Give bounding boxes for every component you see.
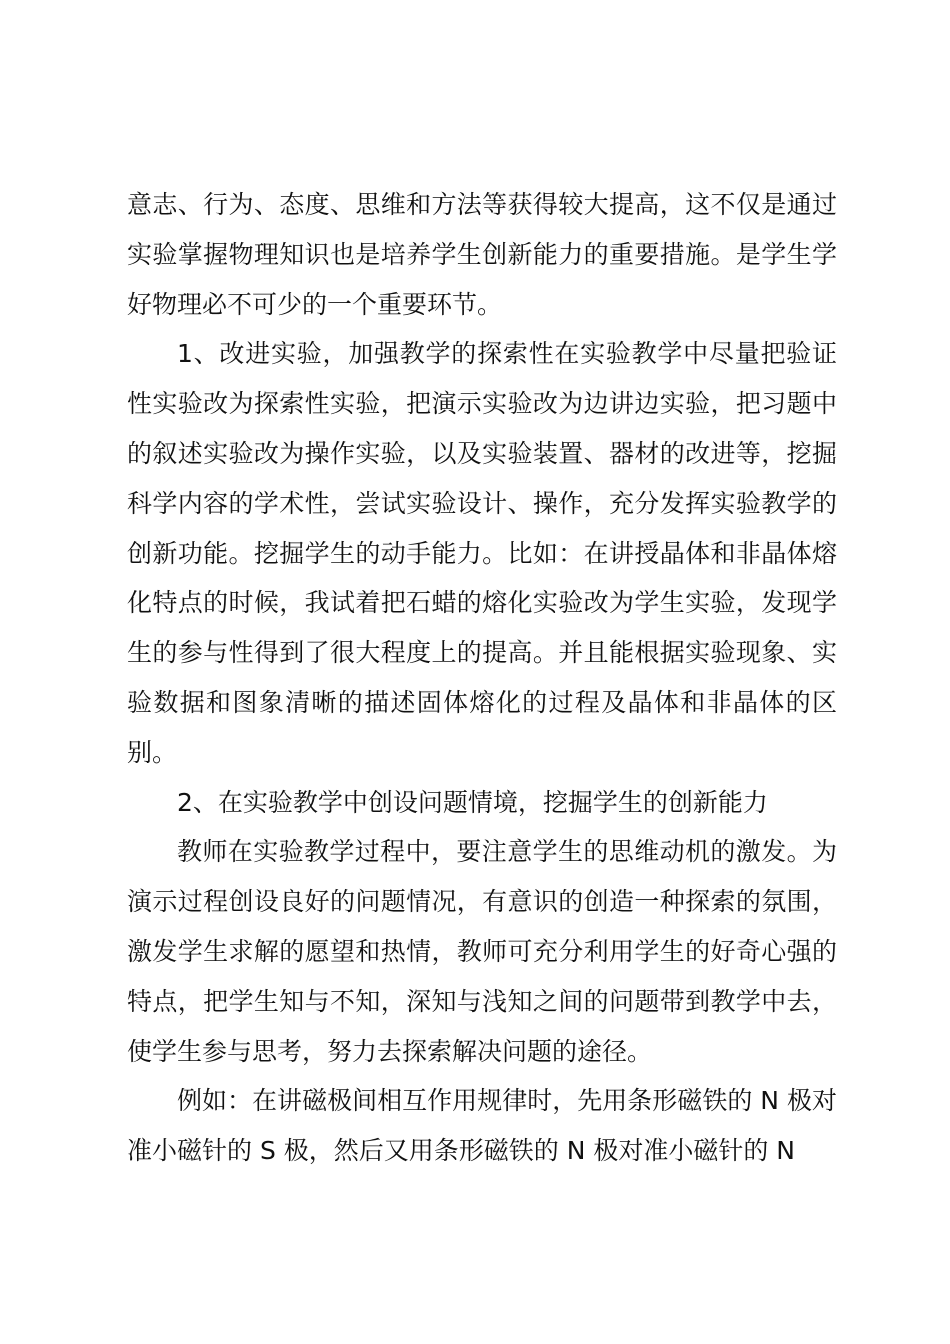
document-body <box>127 180 837 1176</box>
paragraph-improve-experiments: 1、改进实验，加强教学的探索性在实验教学中尽量把验证性实验改为探索性实验，把演示实验改为边讲边实验，把习题中的叙述实验改为操作实验，以及实验装置、器材的改进等，挖掘科学内容的学术性，尝试实验设计、操作，充分发挥实验教学的创新功能。挖掘学生的动手能力。比如：在讲授晶体和非晶体熔化特点的时候，我试着把石蜡的熔化实验改为学生实验，发现学生的参与性得到了很大程度上的提高。并且能根据实验现象、实验数据和图象清晰的描述固体熔化的过程及晶体和非晶体的区别。 <box>127 339 837 767</box>
paragraph-magnet-example: 例如：在讲磁极间相互作用规律时，先用条形磁铁的 N 极对准小磁针的 S 极，然后又用条形磁铁的 N 极对准小磁针的 N <box>127 1086 837 1166</box>
paragraph-heading-problem-situations: 2、在实验教学中创设问题情境，挖掘学生的创新能力 <box>177 787 768 817</box>
paragraph-continuation: 意志、行为、态度、思维和方法等获得较大提高，这不仅是通过实验掌握物理知识也是培养学生创新能力的重要措施。是学生学好物理必不可少的一个重要环节。 <box>127 190 837 319</box>
paragraph-teacher-motivation: 教师在实验教学过程中，要注意学生的思维动机的激发。为演示过程创设良好的问题情况，有意识的创造一种探索的氛围，激发学生求解的愿望和热情，教师可充分利用学生的好奇心强的特点，把学生知与不知，深知与浅知之间的问题带到教学中去，使学生参与思考，努力去探索解决问题的途径。 <box>127 837 837 1066</box>
